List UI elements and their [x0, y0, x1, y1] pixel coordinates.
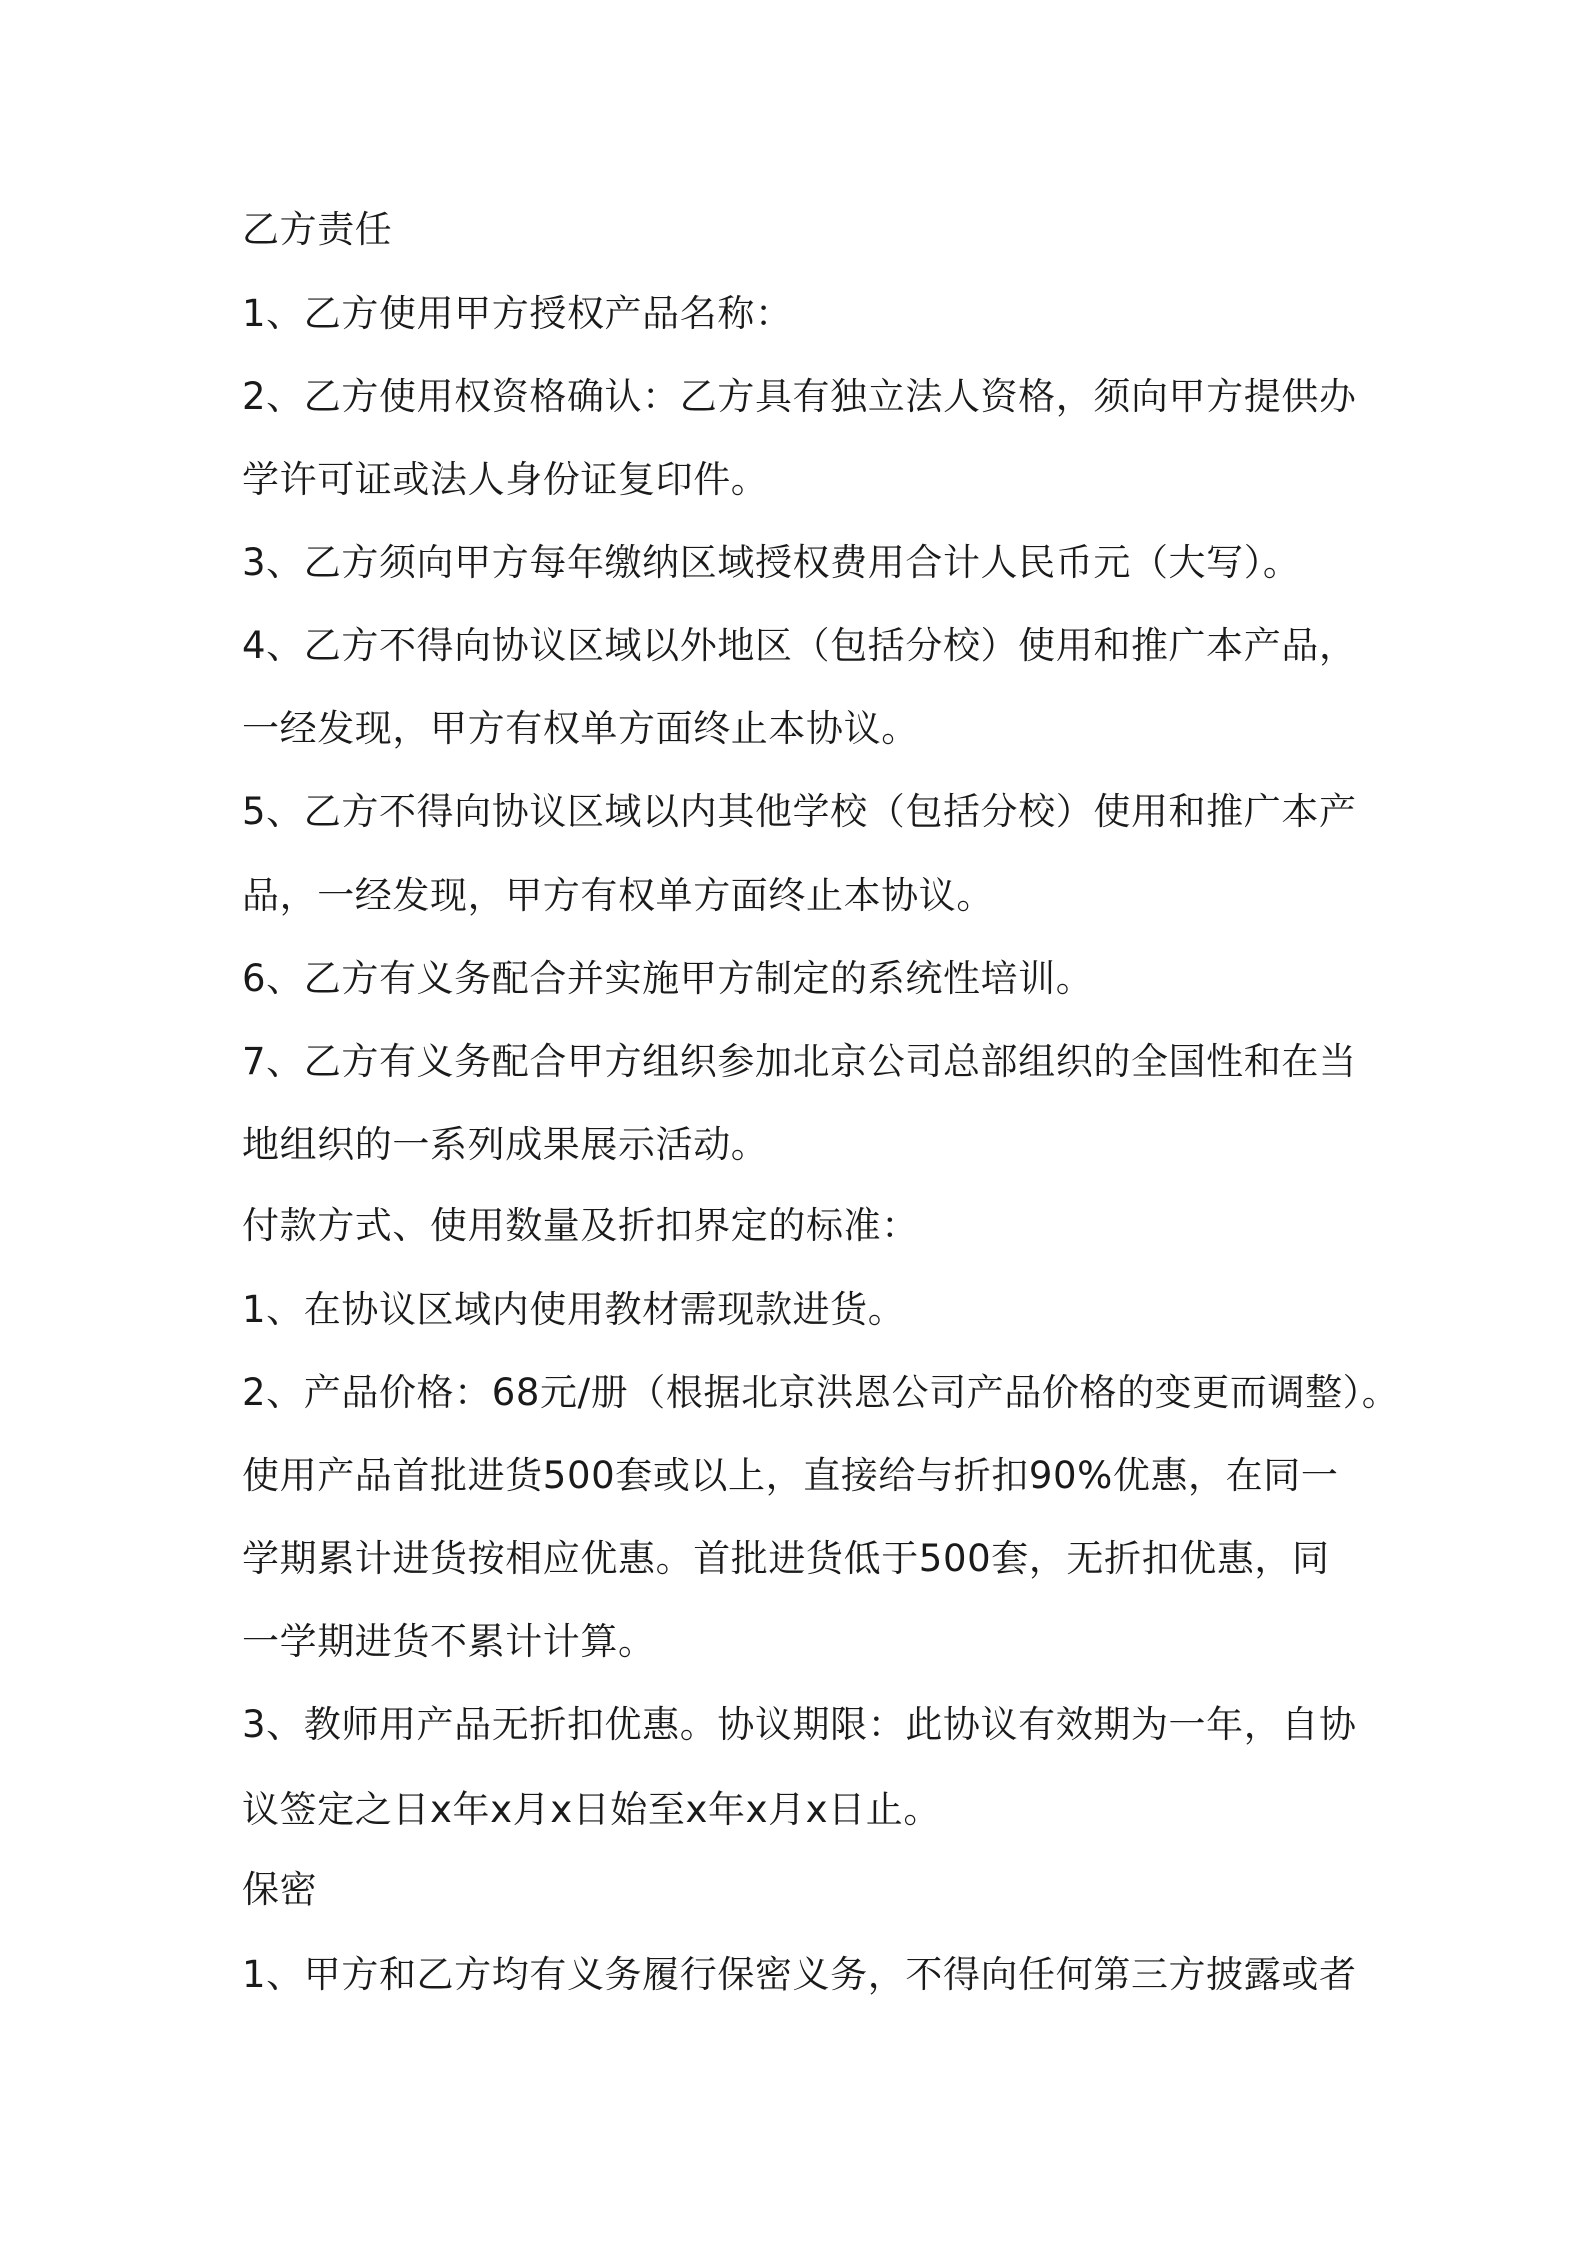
clause-line: 7、乙方有义务配合甲方组织参加北京公司总部组织的全国性和在当 [242, 1040, 1357, 1083]
clause-line: 2、乙方使用权资格确认：乙方具有独立法人资格，须向甲方提供办 [242, 375, 1357, 418]
clause-line: 4、乙方不得向协议区域以外地区（包括分校）使用和推广本产品， [242, 624, 1357, 667]
clause-line: 品，一经发现，甲方有权单方面终止本协议。 [242, 874, 994, 917]
section-heading-payment-terms: 付款方式、使用数量及折扣界定的标准： [242, 1204, 919, 1247]
clause-line: 1、乙方使用甲方授权产品名称： [242, 292, 793, 335]
clause-line: 5、乙方不得向协议区域以内其他学校（包括分校）使用和推广本产 [242, 790, 1357, 833]
clause-line: 学许可证或法人身份证复印件。 [242, 458, 769, 501]
clause-line: 学期累计进货按相应优惠。首批进货低于500套，无折扣优惠，同 [242, 1537, 1330, 1580]
clause-line: 2、产品价格：68元/册（根据北京洪恩公司产品价格的变更而调整）。 [242, 1371, 1400, 1414]
clause-line: 6、乙方有义务配合并实施甲方制定的系统性培训。 [242, 957, 1094, 1000]
clause-line: 使用产品首批进货500套或以上，直接给与折扣90%优惠，在同一 [242, 1454, 1339, 1497]
clause-line: 3、教师用产品无折扣优惠。协议期限：此协议有效期为一年，自协 [242, 1703, 1357, 1746]
section-heading-confidentiality: 保密 [242, 1868, 318, 1911]
clause-line: 1、甲方和乙方均有义务履行保密义务，不得向任何第三方披露或者 [242, 1953, 1357, 1996]
section-heading-party-b-responsibility: 乙方责任 [242, 208, 393, 251]
clause-line: 一经发现，甲方有权单方面终止本协议。 [242, 707, 919, 750]
clause-line: 一学期进货不累计计算。 [242, 1620, 656, 1663]
clause-line: 1、在协议区域内使用教材需现款进货。 [242, 1288, 906, 1331]
clause-line: 3、乙方须向甲方每年缴纳区域授权费用合计人民币元（大写）。 [242, 541, 1301, 584]
clause-line: 地组织的一系列成果展示活动。 [242, 1123, 769, 1166]
clause-line: 议签定之日x年x月x日始至x年x月x日止。 [242, 1788, 941, 1831]
